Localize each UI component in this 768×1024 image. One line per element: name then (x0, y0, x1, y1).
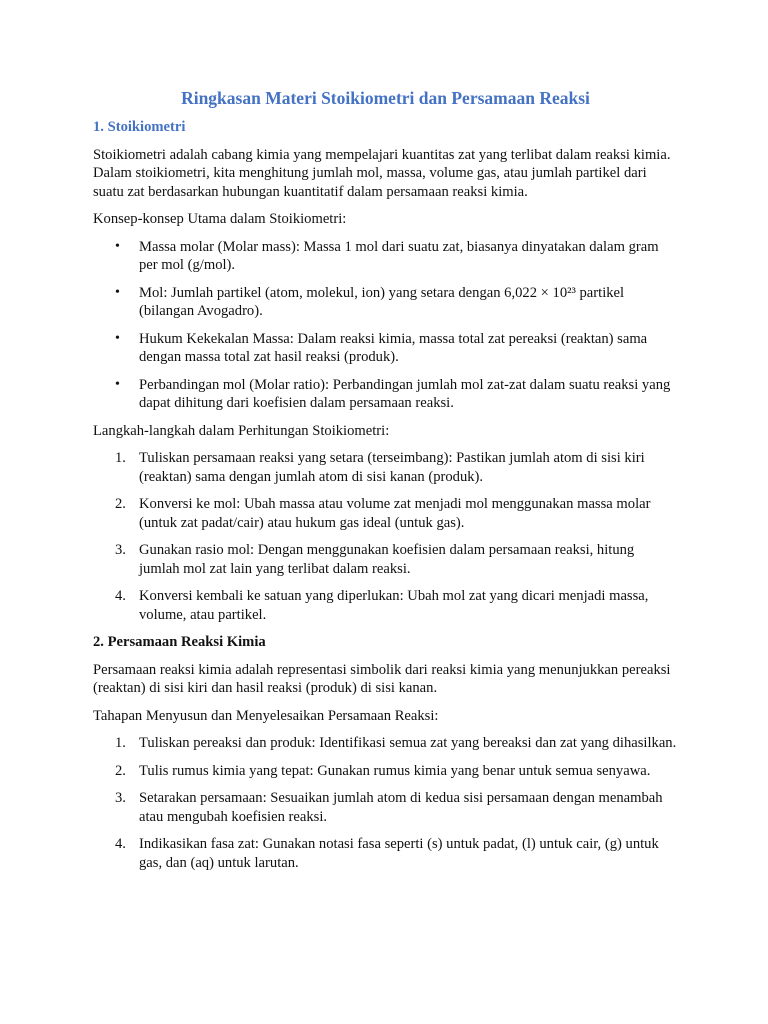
list-item (93, 734, 678, 753)
step-text: Konversi ke mol: Ubah massa atau volume zat menjadi mol menggunakan massa molar (untuk zat padat/cair) atau hukum gas ideal (untuk gas). (139, 496, 651, 531)
list-item (93, 376, 678, 413)
list-item (93, 330, 678, 367)
number-marker: 3. (115, 790, 126, 806)
concept-text: Massa molar (Molar mass): Massa 1 mol dari suatu zat, biasanya dinyatakan dalam gram per mol (g/mol). (139, 238, 659, 273)
step-text: Konversi kembali ke satuan yang diperlukan: Ubah mol zat yang dicari menjadi massa, volume, atau partikel. (139, 588, 649, 623)
section-2-heading: 2. Persamaan Reaksi Kimia (93, 634, 266, 650)
section-1-intro: Stoikiometri adalah cabang kimia yang mempelajari kuantitas zat yang terlibat dalam reaksi kimia. Dalam stoikiometri, kita menghitung jumlah mol, massa, volume gas, atau jumlah partikel dari suatu zat berdasarkan hubungan kuantitatif dalam persamaan reaksi kimia. (93, 146, 671, 200)
list-item (93, 238, 678, 275)
step-text: Tulis rumus kimia yang tepat: Gunakan rumus kimia yang benar untuk semua senyawa. (139, 762, 651, 779)
section-2-steps-list (93, 734, 678, 872)
number-marker: 1. (115, 735, 126, 751)
number-marker: 2. (115, 496, 126, 512)
bullet-marker: • (115, 238, 120, 254)
bullet-marker: • (115, 376, 120, 392)
steps-list (93, 449, 678, 624)
list-item (93, 587, 678, 624)
concepts-label: Konsep-konsep Utama dalam Stoikiometri: (93, 211, 347, 227)
step-text: Tuliskan persamaan reaksi yang setara (terseimbang): Pastikan jumlah atom di sisi kiri (reaktan) sama dengan jumlah atom di sisi kanan (produk). (139, 450, 645, 485)
list-item (93, 541, 678, 578)
bullet-marker: • (115, 284, 120, 300)
bullet-marker: • (115, 330, 120, 346)
concept-text: Hukum Kekekalan Massa: Dalam reaksi kimia, massa total zat pereaksi (reaktan) sama dengan massa total zat hasil reaksi (produk). (139, 330, 648, 365)
document-body (93, 118, 678, 881)
steps-label: Langkah-langkah dalam Perhitungan Stoikiometri: (93, 422, 390, 439)
list-item (93, 449, 678, 486)
step-text: Indikasikan fasa zat: Gunakan notasi fasa seperti (s) untuk padat, (l) untuk cair, (g) untuk gas, dan (aq) untuk larutan. (139, 836, 659, 871)
number-marker: 4. (115, 836, 126, 852)
number-marker: 4. (115, 588, 126, 604)
section-2-intro: Persamaan reaksi kimia adalah representasi simbolik dari reaksi kimia yang menunjukkan pereaksi (reaktan) di sisi kiri dan hasil reaksi (produk) di sisi kanan. (93, 661, 671, 696)
section-2-steps-label: Tahapan Menyusun dan Menyelesaikan Persamaan Reaksi: (93, 707, 439, 724)
number-marker: 3. (115, 542, 126, 558)
document-title: Ringkasan Materi Stoikiometri dan Persamaan Reaksi (181, 88, 590, 108)
step-text: Setarakan persamaan: Sesuaikan jumlah atom di kedua sisi persamaan dengan menambah atau mengubah koefisien reaksi. (139, 790, 663, 825)
list-item (93, 284, 678, 321)
list-item (93, 762, 678, 781)
concepts-list (93, 238, 678, 413)
concept-text: Perbandingan mol (Molar ratio): Perbandingan jumlah mol zat-zat dalam suatu reaksi yang dapat dihitung dari koefisien dalam persamaan reaksi. (139, 376, 671, 411)
list-item (93, 835, 678, 872)
section-1-heading: 1. Stoikiometri (93, 119, 186, 135)
step-text: Gunakan rasio mol: Dengan menggunakan koefisien dalam persamaan reaksi, hitung jumlah mol zat lain yang terlibat dalam reaksi. (139, 542, 635, 577)
list-item (93, 789, 678, 826)
number-marker: 1. (115, 450, 126, 466)
concept-text: Mol: Jumlah partikel (atom, molekul, ion) yang setara dengan 6,022 × 10²³ partikel (bilangan Avogadro). (139, 284, 625, 319)
number-marker: 2. (115, 762, 126, 779)
list-item (93, 495, 678, 532)
step-text: Tuliskan pereaksi dan produk: Identifikasi semua zat yang bereaksi dan zat yang dihasilkan. (139, 735, 677, 751)
